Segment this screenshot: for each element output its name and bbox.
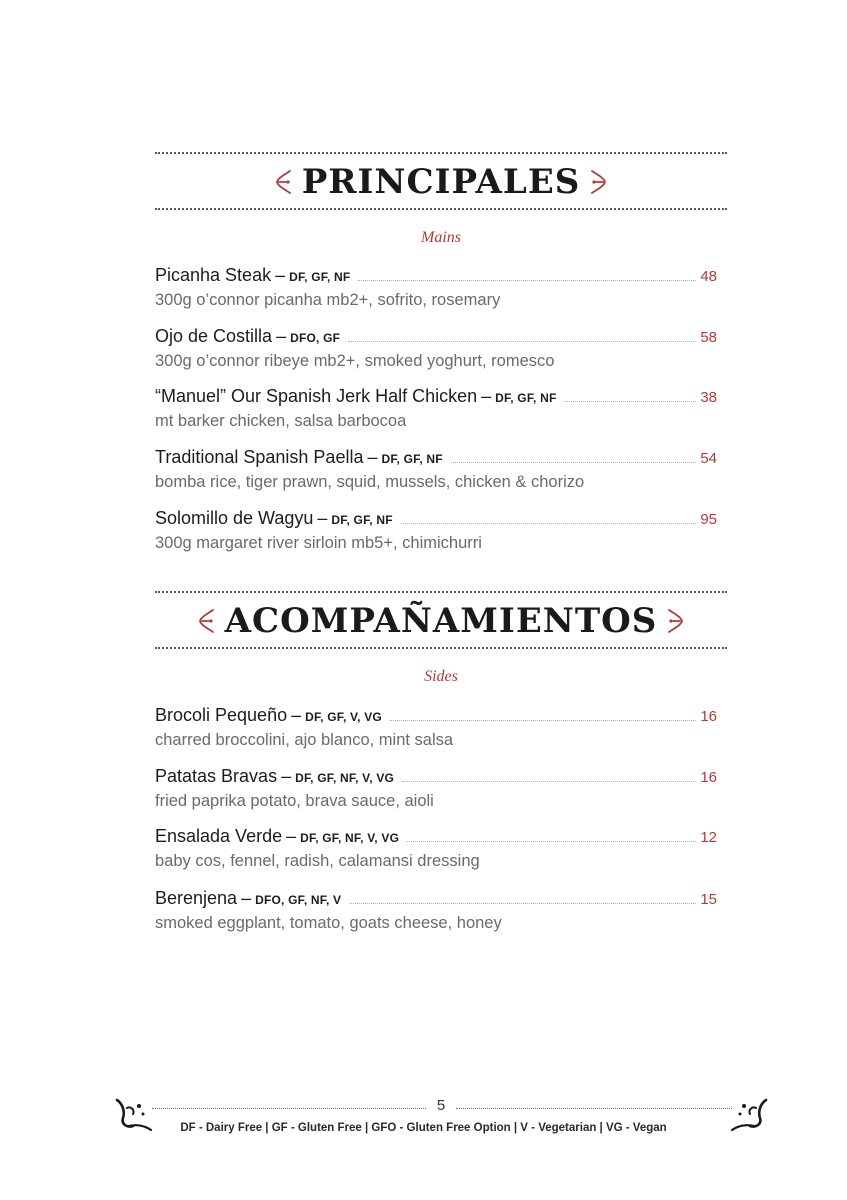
section-subtitle: Sides — [424, 668, 458, 685]
section-title: PRINCIPALES — [301, 162, 581, 202]
item-name: Picanha Steak — [155, 265, 272, 285]
item-price: 12 — [700, 829, 717, 846]
item-description: 300g o’connor ribeye mb2+, smoked yoghurt, romesco — [155, 352, 555, 370]
item-description: charred broccolini, ajo blanco, mint salsa — [155, 731, 454, 749]
dot-leader — [402, 781, 696, 782]
item-description: baby cos, fennel, radish, calamansi dressing — [155, 852, 480, 870]
item-name: Solomillo de Wagyu — [155, 508, 314, 528]
item-dietary-tags: DF, GF, NF — [495, 391, 557, 405]
dot-leader — [407, 841, 696, 842]
item-dash: – — [286, 826, 297, 846]
item-description: bomba rice, tiger prawn, squid, mussels, chicken & chorizo — [155, 473, 585, 491]
item-dietary-tags: DFO, GF, NF, V — [255, 893, 342, 907]
footer-rule-left — [152, 1108, 426, 1109]
item-name: Traditional Spanish Paella — [155, 447, 364, 467]
item-dietary-tags: DF, GF, NF, V, VG — [295, 771, 395, 785]
heading-top-rule — [155, 591, 727, 593]
flourish-ornament-icon — [274, 169, 292, 195]
item-price: 38 — [700, 389, 717, 406]
footer-rule-right — [456, 1108, 732, 1109]
item-name: “Manuel” Our Spanish Jerk Half Chicken — [155, 386, 478, 406]
flourish-ornament-icon — [667, 608, 685, 634]
dot-leader — [565, 401, 697, 402]
item-name: Brocoli Pequeño — [155, 705, 288, 725]
item-dash: – — [241, 888, 252, 908]
item-dash: – — [367, 447, 378, 467]
item-dietary-tags: DF, GF, NF — [289, 270, 351, 284]
item-price: 16 — [700, 708, 717, 725]
menu-item — [155, 508, 717, 553]
item-description: 300g o’connor picanha mb2+, sofrito, rosemary — [155, 291, 501, 309]
item-dietary-tags: DF, GF, NF — [331, 513, 393, 527]
heading-bottom-rule — [155, 208, 727, 210]
heading-top-rule — [155, 152, 727, 154]
dietary-legend: DF - Dairy Free | GF - Gluten Free | GFO - Gluten Free Option | V - Vegetarian | VG - Vegan — [180, 1122, 667, 1134]
section-title: ACOMPAÑAMIENTOS — [224, 601, 658, 641]
dot-leader — [451, 462, 696, 463]
item-name: Berenjena — [155, 888, 238, 908]
item-dietary-tags: DF, GF, NF, V, VG — [300, 831, 400, 845]
heading-row — [155, 162, 727, 202]
section-subtitle: Mains — [421, 229, 461, 246]
item-dash: – — [275, 265, 286, 285]
dot-leader — [349, 903, 696, 904]
dot-leader — [401, 523, 697, 524]
item-description: mt barker chicken, salsa barbocoa — [155, 412, 407, 430]
item-description: smoked eggplant, tomato, goats cheese, honey — [155, 914, 502, 932]
page-number: 5 — [436, 1097, 446, 1114]
menu-item — [155, 705, 717, 750]
item-description: 300g margaret river sirloin mb5+, chimichurri — [155, 534, 482, 552]
item-dash: – — [276, 326, 287, 346]
menu-item — [155, 447, 717, 492]
item-dash: – — [281, 766, 292, 786]
item-name: Ensalada Verde — [155, 826, 283, 846]
flourish-ornament-icon — [197, 608, 215, 634]
menu-item — [155, 826, 717, 871]
dot-leader — [358, 280, 696, 281]
item-dietary-tags: DF, GF, V, VG — [305, 710, 382, 724]
item-description: fried paprika potato, brava sauce, aioli — [155, 792, 434, 810]
menu-item — [155, 888, 717, 933]
menu-item — [155, 386, 717, 431]
item-price: 95 — [700, 511, 717, 528]
item-dietary-tags: DF, GF, NF — [381, 452, 443, 466]
item-dash: – — [481, 386, 492, 406]
heading-bottom-rule — [155, 647, 727, 649]
item-price: 54 — [700, 450, 717, 467]
menu-item — [155, 326, 717, 371]
heading-row — [155, 601, 727, 641]
item-price: 58 — [700, 329, 717, 346]
menu-item — [155, 265, 717, 310]
menu-item — [155, 766, 717, 811]
flourish-ornament-icon — [590, 169, 608, 195]
item-price: 15 — [700, 891, 717, 908]
dot-leader — [390, 720, 696, 721]
item-name: Patatas Bravas — [155, 766, 278, 786]
item-dietary-tags: DFO, GF — [290, 331, 341, 345]
item-price: 16 — [700, 769, 717, 786]
dot-leader — [348, 341, 696, 342]
item-dash: – — [291, 705, 302, 725]
item-dash: – — [317, 508, 328, 528]
item-name: Ojo de Costilla — [155, 326, 273, 346]
item-price: 48 — [700, 268, 717, 285]
